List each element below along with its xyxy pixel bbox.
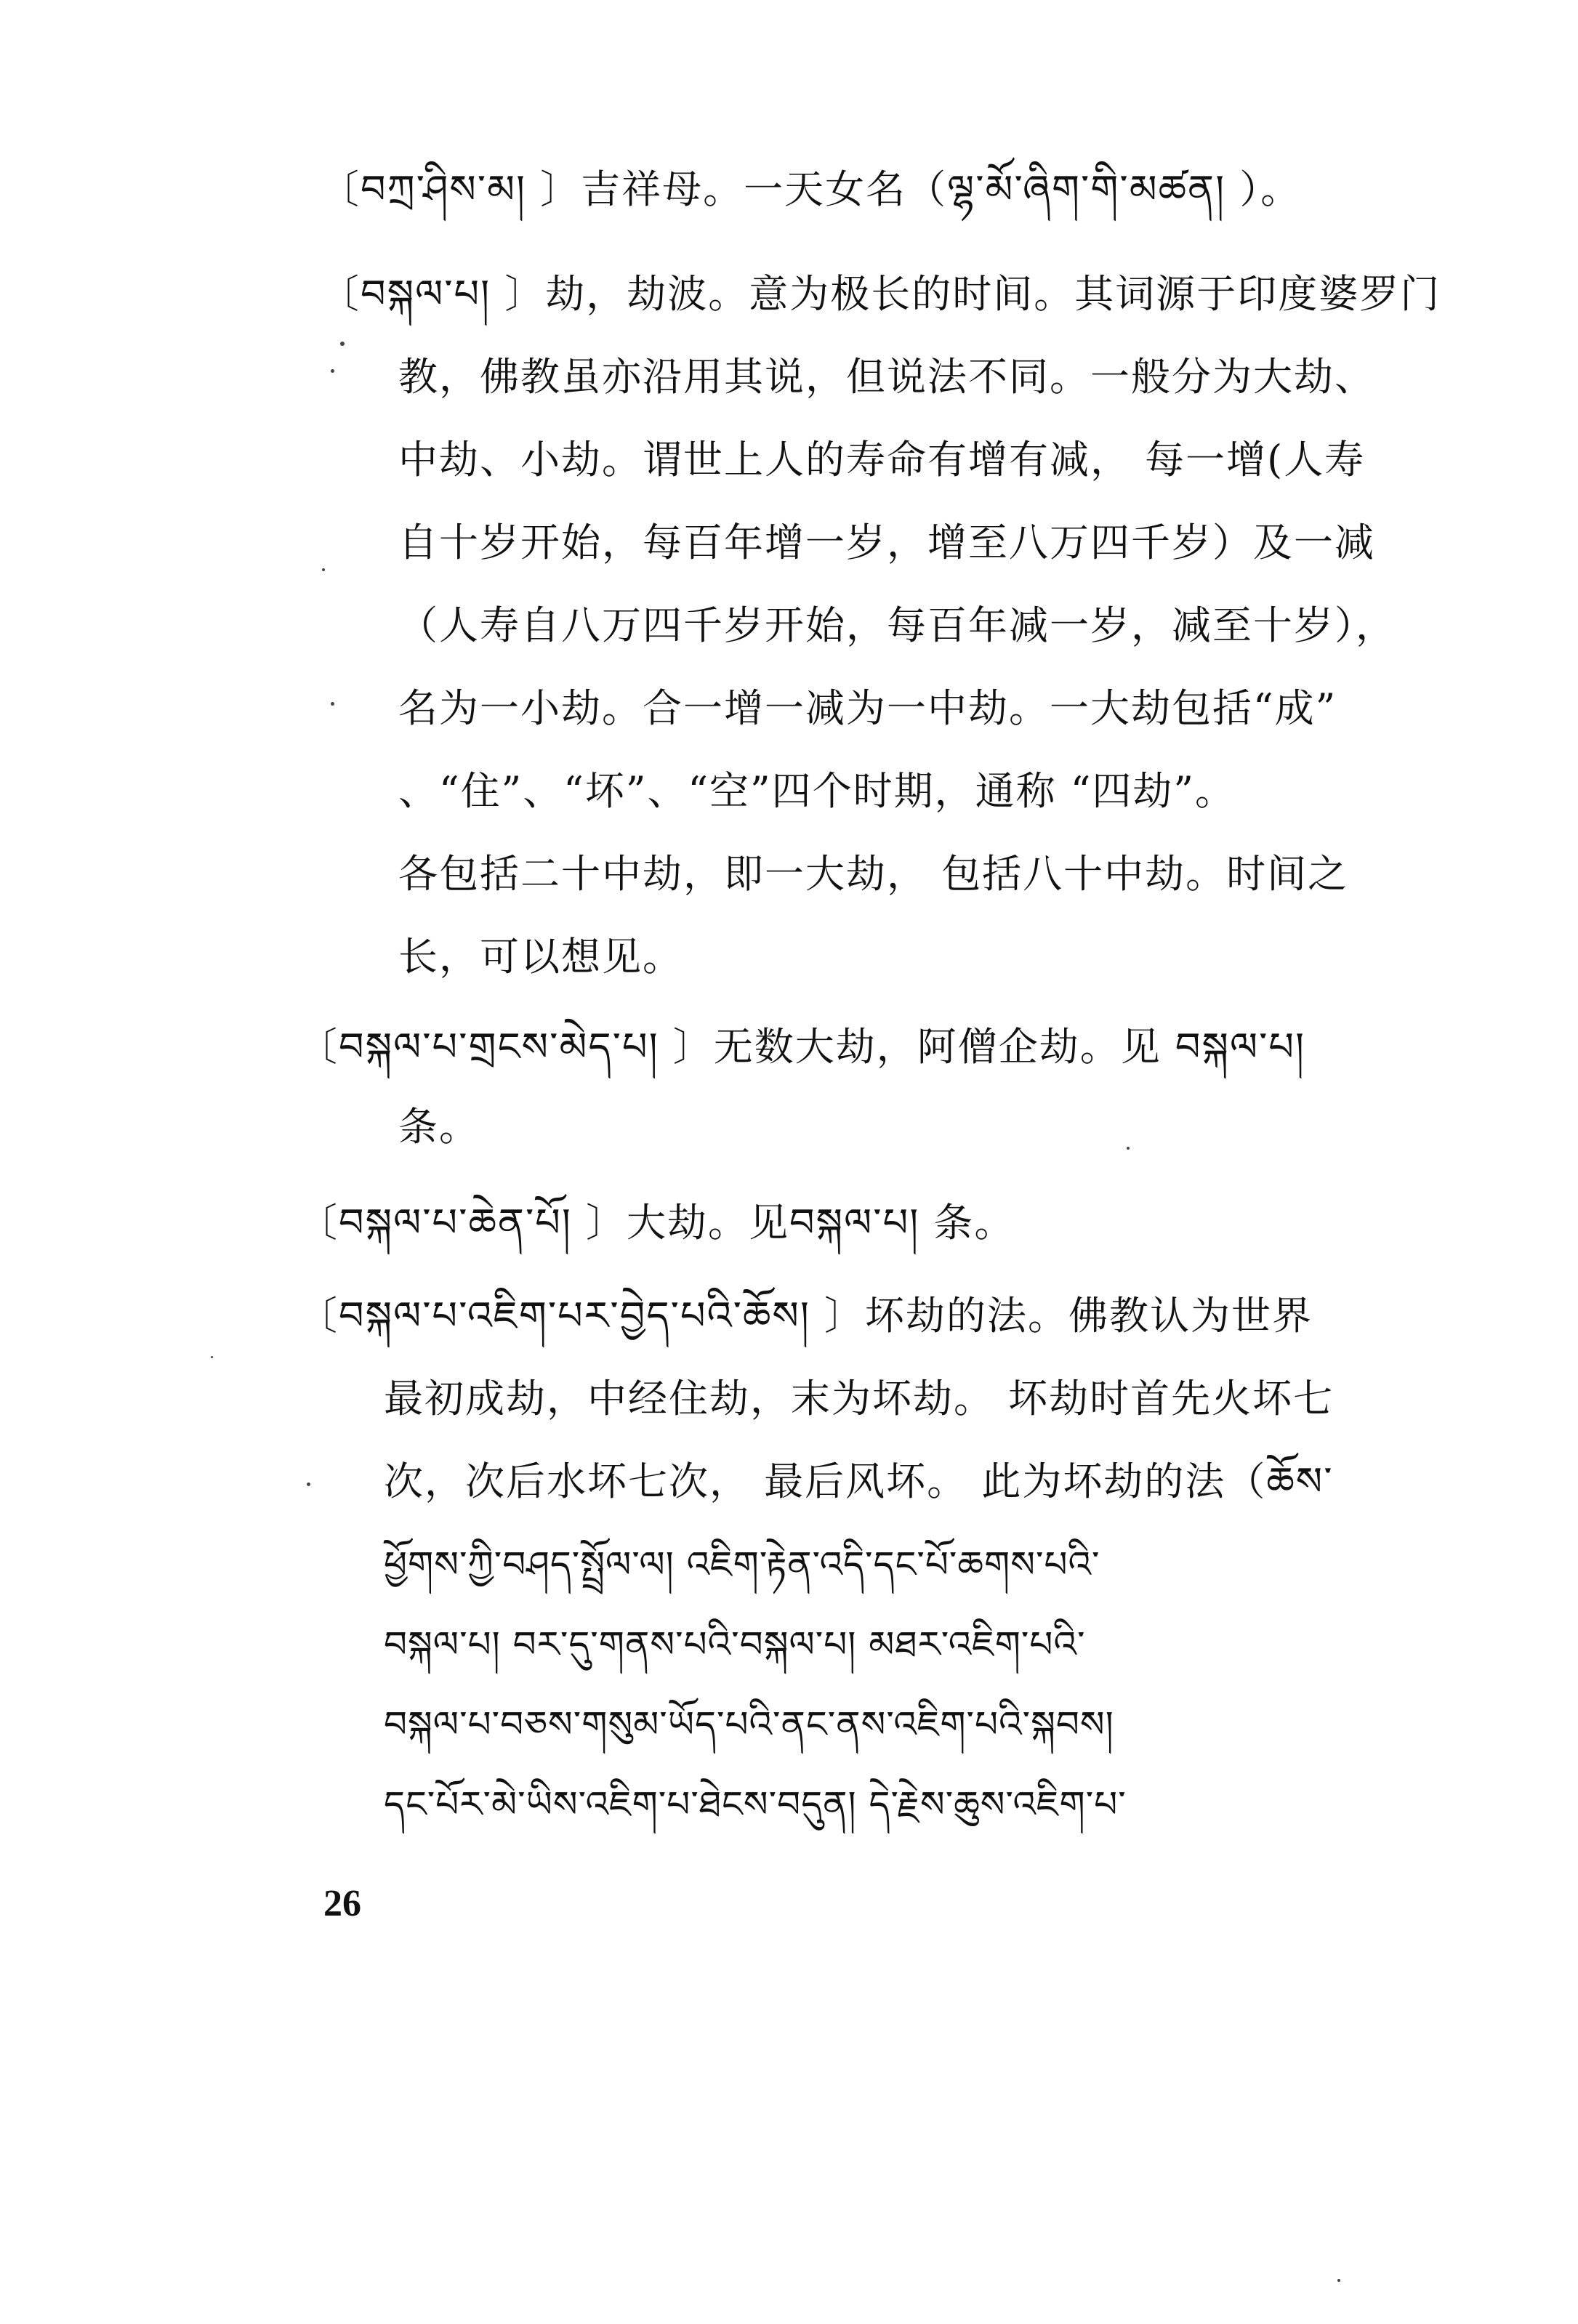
entry-line: 名为一小劫。合一增一减为一中劫。一大劫包括“成” — [398, 685, 1337, 731]
scan-speck — [331, 702, 334, 706]
entry-line: 〔བཀྲ་ཤིས་མ། 〕吉祥母。一天女名（ལྷ་མོ་ཞིག་གི་མཚན། ）。 — [320, 166, 1302, 212]
entry-line: 次，次后水坏七次， 最后风坏。 此为坏劫的法（ཆོས་ — [384, 1458, 1334, 1504]
scan-speck — [322, 568, 325, 571]
scan-speck — [340, 342, 345, 346]
entry-line: 、“住”、“坏”、“空”四个时期，通称 “四劫”。 — [398, 768, 1236, 814]
scan-speck — [1337, 2279, 1340, 2282]
entry-line: ཕྱོགས་ཀྱི་བཤད་སྤྲོལ་ལ། འཇིག་རྟེན་འདི་དང་པོ་ཆགས་པའི་ — [384, 1544, 1100, 1586]
entry-line: 教，佛教虽亦沿用其说，但说法不同。一般分为大劫、 — [398, 354, 1375, 400]
page-number: 26 — [323, 1883, 361, 1924]
entry-line: 〔བསྐལ་པ། 〕劫，劫波。意为极长的时间。其词源于印度婆罗门 — [320, 271, 1441, 317]
entry-line: བསྐལ་པ་བཅས་གསུམ་ཡོད་པའི་ནང་ནས་འཇིག་པའི་སྐབས། — [384, 1703, 1114, 1746]
entry-line: དང་པོར་མེ་ཡིས་འཇིག་པ་ཐེངས་བདུན། དེ་རྗེས་ཆུས་འཇིག་པ་ — [384, 1783, 1127, 1825]
scan-speck — [307, 1482, 310, 1486]
entry-line: 〔བསྐལ་པ་གྲངས་མེད་པ། 〕无数大劫，阿僧企劫。见 བསྐལ་པ། — [298, 1024, 1306, 1070]
entry-line: 长，可以想见。 — [398, 934, 683, 980]
scan-speck — [211, 1356, 213, 1358]
scan-speck — [1127, 1147, 1130, 1150]
entry-line: 条。 — [398, 1104, 480, 1150]
entry-line: བསྐལ་པ། བར་དུ་གནས་པའི་བསྐལ་པ། མཐར་འཇིག་པའི་ — [384, 1623, 1086, 1666]
entry-line: 最初成劫，中经住劫，末为坏劫。 坏劫时首先火坏七 — [384, 1376, 1335, 1421]
entry-line: 自十岁开始，每百年增一岁，增至八万四千岁）及一减 — [398, 520, 1375, 565]
entry-line: （人寿自八万四千岁开始，每百年减一岁，减至十岁）， — [398, 602, 1396, 648]
entry-line: 〔བསྐལ་པ་ཆེན་པོ། 〕大劫。见བསྐལ་པ། 条。 — [298, 1200, 1015, 1246]
scan-speck — [331, 369, 334, 373]
entry-line: 中劫、小劫。谓世上人的寿命有增有减， 每一增(人寿 — [398, 437, 1366, 483]
entry-line: 〔བསྐལ་པ་འཇིག་པར་བྱེད་པའི་ཆོས། 〕坏劫的法。佛教认为世界 — [298, 1293, 1313, 1339]
entry-line: 各包括二十中劫，即一大劫， 包括八十中劫。时间之 — [398, 851, 1349, 897]
